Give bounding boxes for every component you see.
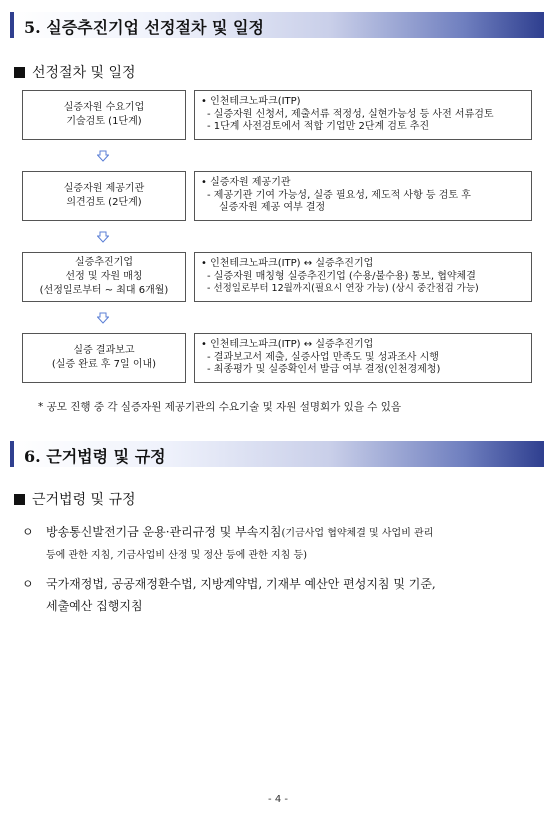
step-1-box <box>22 90 186 140</box>
step-1-line: 기술검토 (1단계) <box>66 116 142 127</box>
step-3-box <box>22 252 186 302</box>
detail-line: - 결과보고서 제출, 실증사업 만족도 및 성과조사 시행 <box>207 351 439 363</box>
detail-line: - 실증자원 매칭형 실증추진기업 (수용/불수용) 통보, 협약체결 <box>207 270 476 282</box>
step-3-line: 선정 및 자원 매칭 <box>65 271 143 282</box>
note-text: * 공모 진행 중 각 실증자원 제공기관의 수요기술 및 자원 설명회가 있을 수 있음 <box>38 401 402 413</box>
step-1-line: 실증자원 수요기업 <box>63 102 145 113</box>
circle-bullet: ㅇ <box>22 525 34 539</box>
step-4-box <box>22 333 186 383</box>
detail-line: • 실증자원 제공기관 <box>201 177 291 188</box>
step-4-line: (실증 완료 후 7일 이내) <box>51 359 157 370</box>
section-accent <box>10 12 14 38</box>
detail-line: - 1단계 사전검토에서 적합 기업만 2단계 검토 추진 <box>207 121 430 132</box>
section-6-header <box>10 441 544 467</box>
law-small-text: (기금사업 협약체결 및 사업비 관리 <box>281 528 434 539</box>
step-4-line: 실증 결과보고 <box>73 345 135 356</box>
step-3-detail <box>194 252 532 302</box>
law-text: 세출예산 집행지침 <box>46 599 143 613</box>
detail-line: - 실증자원 신청서, 제출서류 적정성, 실현가능성 등 사전 서류검토 <box>207 108 494 120</box>
law-text: 국가재정법, 공공재정환수법, 지방계약법, 기재부 예산안 편성지침 및 기준, <box>46 577 436 591</box>
section-6-title: 6. 근거법령 및 규정 <box>24 447 166 466</box>
detail-line: - 최종평가 및 실증확인서 발급 여부 결정(인천경제청) <box>207 364 441 375</box>
law-item <box>22 521 544 567</box>
down-arrow-icon <box>97 231 109 243</box>
page-number: - 4 - <box>268 794 288 805</box>
square-bullet-icon <box>14 67 25 78</box>
subheading-laws <box>14 489 136 509</box>
down-arrow-icon <box>97 150 109 162</box>
step-2-detail <box>194 171 532 221</box>
step-2-box <box>22 171 186 221</box>
law-item <box>22 573 544 617</box>
subheading-procedure <box>14 62 136 82</box>
detail-line: - 선정일로부터 12월까지(필요시 연장 가능) (상시 중간점검 가능) <box>207 283 479 294</box>
detail-line: • 인천테크노파크(ITP) ↔ 실증추진기업 <box>201 258 374 269</box>
down-arrow-icon <box>97 312 109 324</box>
subheading-procedure-label: 선정절차 및 일정 <box>32 65 136 81</box>
step-4-detail <box>194 333 532 383</box>
step-2-line: 실증자원 제공기관 <box>63 183 145 194</box>
section-5-title: 5. 실증추진기업 선정절차 및 일정 <box>24 18 264 37</box>
detail-line: - 제공기관 기여 가능성, 실증 필요성, 제도적 사항 등 검토 후 <box>207 189 471 201</box>
step-1-detail <box>194 90 532 140</box>
law-small-text: 등에 관한 지침, 기금사업비 산정 및 정산 등에 관한 지침 등) <box>46 550 308 561</box>
section-accent <box>10 441 14 467</box>
section-5-header <box>10 12 544 38</box>
step-3-line: 실증추진기업 <box>75 257 133 268</box>
circle-bullet: ㅇ <box>22 577 34 591</box>
law-main-text: 방송통신발전기금 운용·관리규정 및 부속지침 <box>46 525 282 539</box>
step-2-line: 의견검토 (2단계) <box>66 197 142 208</box>
law-text <box>22 521 544 545</box>
detail-line: • 인천테크노파크(ITP) ↔ 실증추진기업 <box>201 339 374 350</box>
detail-line: • 인천테크노파크(ITP) <box>201 96 301 107</box>
subheading-laws-label: 근거법령 및 규정 <box>32 492 136 508</box>
detail-line: 실증자원 제공 여부 결정 <box>219 202 326 213</box>
step-3-line: (선정일로부터 ~ 최대 6개월) <box>39 285 169 296</box>
square-bullet-icon <box>14 494 25 505</box>
